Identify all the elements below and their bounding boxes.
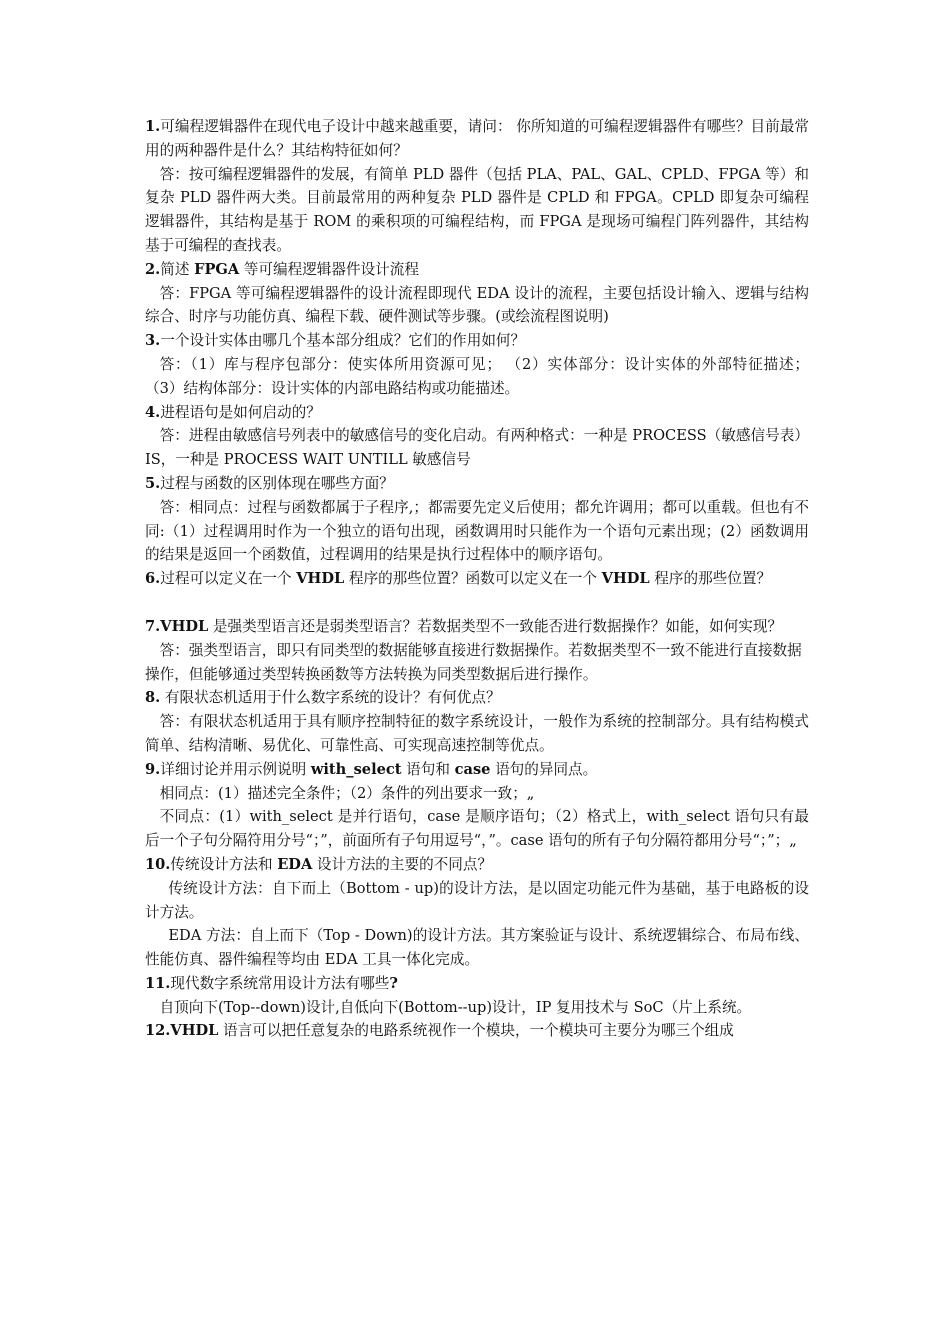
question-number: 8. bbox=[145, 689, 161, 707]
answer-3: 答：（1）库与程序包部分：使实体所用资源可见； （2）实体部分：设计实体的外部特征描述； （3）结构体部分：设计实体的内部电路结构或功能描述。 bbox=[145, 355, 809, 397]
question-number: 6. bbox=[145, 570, 161, 588]
question-bold-term: VHDL bbox=[296, 570, 345, 588]
question-10 bbox=[145, 853, 809, 877]
question-11 bbox=[145, 972, 809, 996]
question-5 bbox=[145, 472, 809, 496]
question-number: 4. bbox=[145, 403, 161, 421]
question-number: 11. bbox=[145, 974, 171, 992]
answer-9-differences: 不同点：(1）with_select 是并行语句，case 是顺序语句；（2）格式上，with_select 语句只有最后一个子句分隔符用分号“；”，前面所有子句用逗号“，”。case 语句的所有子句分隔符都用分号“；”；„ bbox=[145, 808, 809, 850]
question-bold-term: EDA bbox=[277, 855, 313, 873]
question-bold-term: with_select bbox=[310, 760, 402, 778]
question-text: 一个设计实体由哪几个基本部分组成？它们的作用如何？ bbox=[160, 332, 526, 350]
question-bold-term: FPGA bbox=[194, 260, 240, 278]
question-number: 5. bbox=[145, 474, 161, 492]
question-bold-term: VHDL bbox=[160, 617, 209, 635]
question-number: 9. bbox=[145, 760, 161, 778]
question-number: 1. bbox=[145, 118, 161, 135]
question-text: 设计方法的主要的不同点？ bbox=[312, 855, 493, 873]
question-4 bbox=[145, 401, 809, 425]
question-bold-term: VHDL bbox=[601, 570, 650, 588]
question-bold-term: VHDL bbox=[170, 1022, 219, 1040]
answer-1: 答：按可编程逻辑器件的发展，有简单 PLD 器件（包括 PLA、PAL、GAL、CPLD、FPGA 等）和复杂 PLD 器件两大类。目前最常用的两种复杂 PLD 器件是 CPLD 和 FPGA。CPLD 即复杂可编程逻辑器件，其结构是基于 ROM 的乘积项的可编程结构，而 FPGA 是现场可编程门阵列器件，其结构基于可编程的查找表。 bbox=[145, 165, 809, 254]
answer-10-traditional: 传统设计方法：自下而上（Bottom - up)的设计方法，是以固定功能元件为基础，基于电路板的设计方法。 bbox=[145, 879, 809, 921]
answer-2: 答：FPGA 等可编程逻辑器件的设计流程即现代 EDA 设计的流程，主要包括设计输入、逻辑与结构综合、时序与功能仿真、编程下载、硬件测试等步骤。(或绘流程图说明) bbox=[145, 284, 809, 326]
question-text: 语言可以把任意复杂的电路系统视作一个模块，一个模块可主要分为哪三个组成 bbox=[218, 1022, 734, 1040]
question-text: 传统设计方法和 bbox=[170, 855, 278, 873]
question-text: 进程语句是如何启动的？ bbox=[160, 403, 321, 421]
question-text: 过程可以定义在一个 bbox=[160, 570, 297, 588]
answer-8: 答：有限状态机适用于具有顺序控制特征的数字系统设计，一般作为系统的控制部分。具有结构模式简单、结构清晰、易优化、可靠性高、可实现高速控制等优点。 bbox=[145, 713, 809, 754]
question-text: 是强类型语言还是弱类型语言？若数据类型不一致能否进行数据操作？如能，如何实现？ bbox=[208, 617, 783, 635]
question-6 bbox=[145, 567, 809, 591]
question-2 bbox=[145, 258, 809, 282]
answer-7: 答：强类型语言，即只有同类型的数据能够直接进行数据操作。若数据类型不一致不能进行直接数据 bbox=[159, 641, 802, 659]
question-text: 现代数字系统常用设计方法有哪些 bbox=[170, 974, 390, 992]
blank-line bbox=[145, 591, 809, 615]
answer-4: 答：进程由敏感信号列表中的敏感信号的变化启动。有两种格式：一种是 PROCESS（敏感信号表）IS，一种是 PROCESS WAIT UNTILL 敏感信号 bbox=[145, 427, 809, 469]
answer-7-continued: 操作，但能够通过类型转换函数等方法转换为同类型数据后进行操作。 bbox=[145, 665, 598, 683]
question-text: 语句的异同点。 bbox=[490, 760, 598, 778]
question-text: 详细讨论并用示例说明 bbox=[160, 760, 311, 778]
question-bold-term: case bbox=[454, 760, 491, 778]
answer-11: 自顶向下(Top--down)设计,自低向下(Bottom--up)设计，IP 复用技术与 SoC（片上系统。 bbox=[159, 998, 752, 1016]
question-number: 12. bbox=[145, 1022, 171, 1040]
question-number: 2. bbox=[145, 260, 161, 278]
question-text: 等可编程逻辑器件设计流程 bbox=[239, 260, 419, 278]
question-8 bbox=[145, 686, 809, 710]
question-number: 7. bbox=[145, 617, 161, 635]
question-number: 3. bbox=[145, 332, 161, 350]
question-9 bbox=[145, 758, 809, 782]
question-text: 过程与函数的区别体现在哪些方面？ bbox=[160, 474, 394, 492]
question-3 bbox=[145, 329, 809, 353]
question-mark: ? bbox=[389, 974, 398, 992]
question-text: 程序的那些位置？ bbox=[649, 570, 772, 588]
question-text: 可编程逻辑器件在现代电子设计中越来越重要，请问： 你所知道的可编程逻辑器件有哪些？目前最常用的两种器件是什么？其结构特征如何？ bbox=[145, 118, 809, 159]
question-text: 语句和 bbox=[401, 760, 455, 778]
question-number: 10. bbox=[145, 855, 171, 873]
question-7 bbox=[145, 615, 809, 639]
question-1 bbox=[145, 115, 809, 163]
answer-9-similarities: 相同点：(1）描述完全条件；（2）条件的列出要求一致；„ bbox=[159, 784, 535, 802]
question-text: 简述 bbox=[160, 260, 195, 278]
question-12 bbox=[145, 1019, 809, 1043]
document-body bbox=[145, 115, 809, 1043]
answer-5: 答：相同点：过程与函数都属于子程序,；都需要先定义后使用；都允许调用；都可以重载。但也有不同:（1）过程调用时作为一个独立的语句出现，函数调用时只能作为一个语句元素出现；(2）函数调用的结果是返回一个函数值，过程调用的结果是执行过程体中的顺序语句。 bbox=[145, 498, 809, 564]
question-text: 程序的那些位置？函数可以定义在一个 bbox=[344, 570, 602, 588]
answer-10-eda: EDA 方法：自上而下（Top - Down)的设计方法。其方案验证与设计、系统逻辑综合、布局布线、性能仿真、器件编程等均由 EDA 工具一体化完成。 bbox=[145, 927, 809, 969]
question-text: 有限状态机适用于什么数字系统的设计？有何优点？ bbox=[160, 689, 501, 707]
